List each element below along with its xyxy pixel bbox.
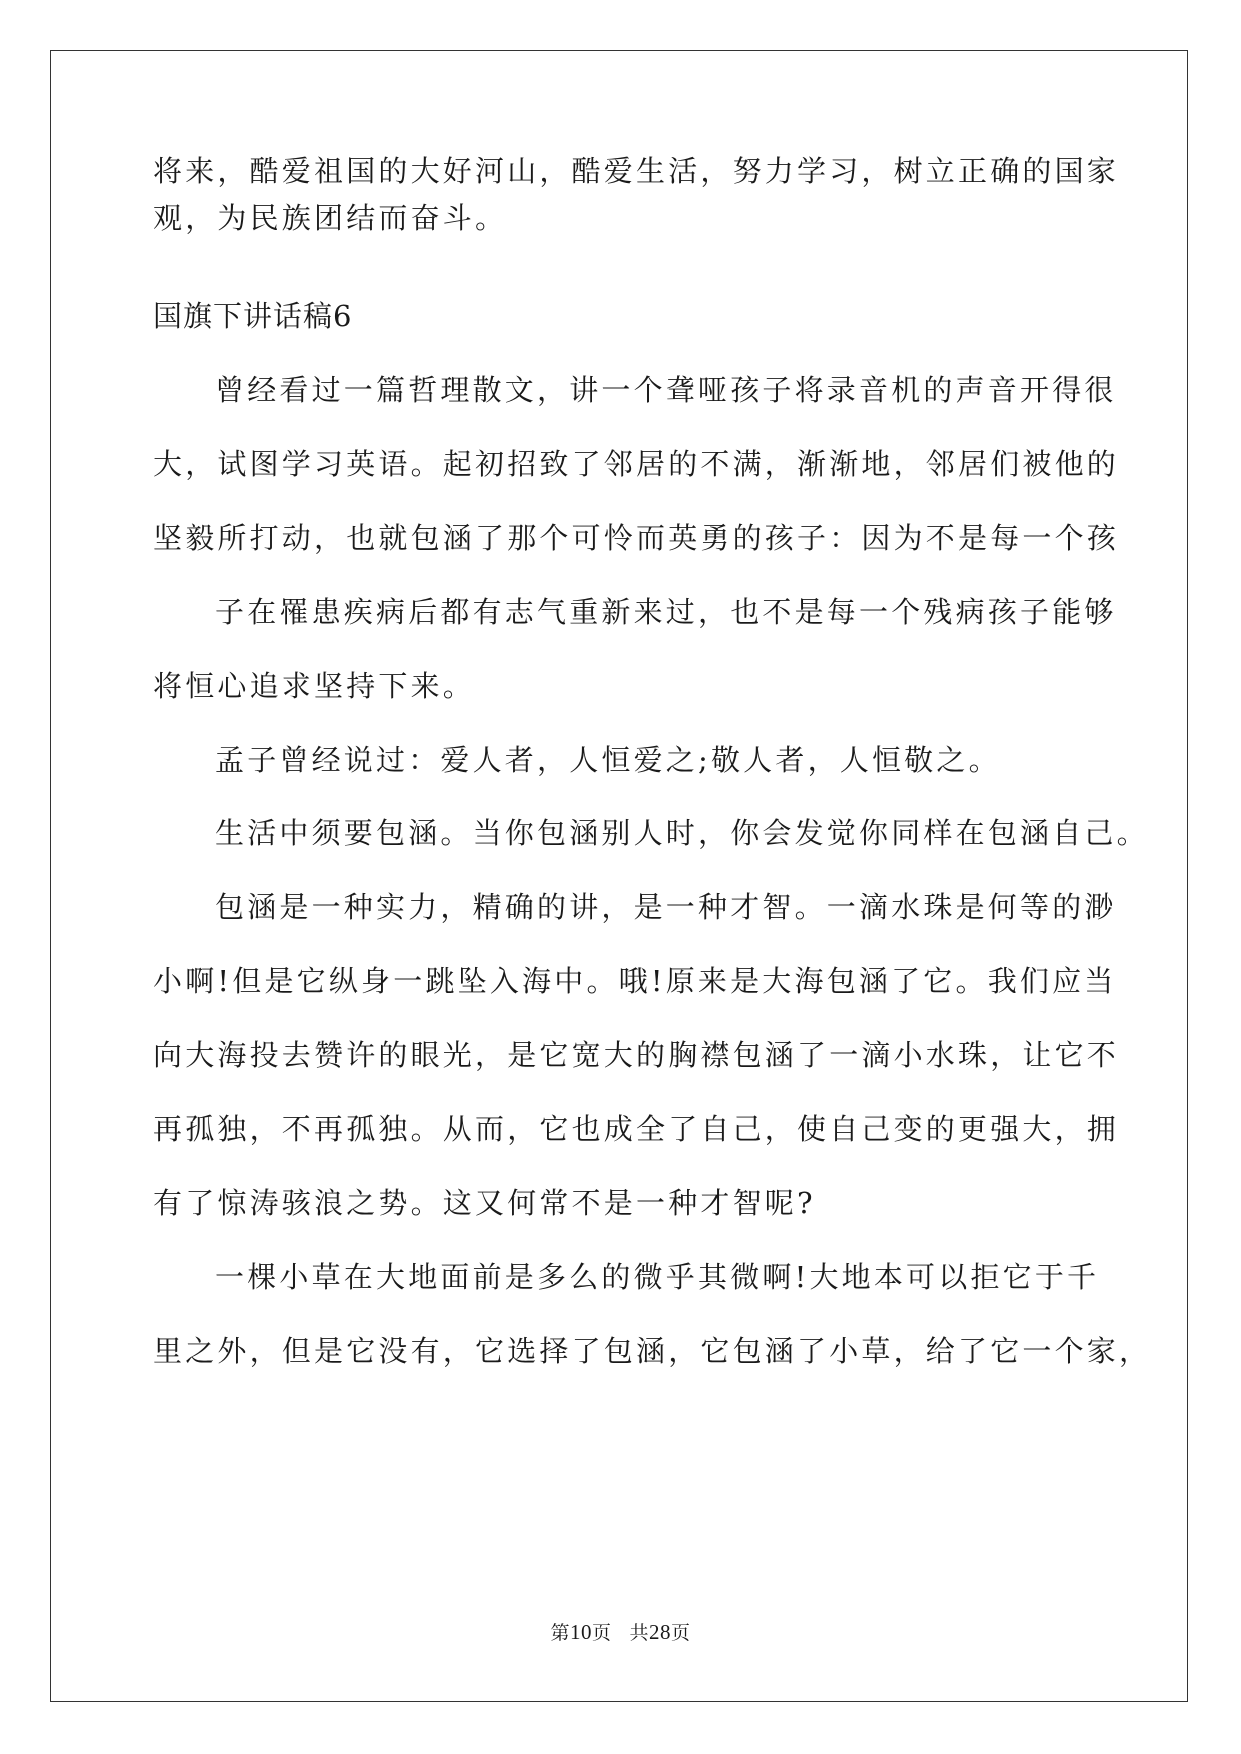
text-line-16: 一棵小草在大地面前是多么的微乎其微啊!大地本可以拒它于千	[215, 1260, 1100, 1294]
footer-total-prefix: 共	[629, 1622, 650, 1644]
text-line-6: 坚毅所打动，也就包涵了那个可怜而英勇的孩子：因为不是每一个孩	[153, 521, 1120, 555]
text-line-7: 子在罹患疾病后都有志气重新来过，也不是每一个残病孩子能够	[215, 595, 1117, 629]
text-line-4: 曾经看过一篇哲理散文，讲一个聋哑孩子将录音机的声音开得很	[215, 373, 1117, 407]
text-line-5: 大，试图学习英语。起初招致了邻居的不满，渐渐地，邻居们被他的	[153, 447, 1120, 481]
footer-total-suffix: 页	[671, 1622, 691, 1644]
text-line-1: 将来，酷爱祖国的大好河山，酷爱生活，努力学习，树立正确的国家	[153, 154, 1120, 188]
text-line-13: 向大海投去赞许的眼光，是它宽大的胸襟包涵了一滴小水珠，让它不	[153, 1038, 1120, 1072]
text-line-17: 里之外，但是它没有，它选择了包涵，它包涵了小草，给了它一个家，	[153, 1334, 1152, 1368]
text-line-10: 生活中须要包涵。当你包涵别人时，你会发觉你同样在包涵自己。	[215, 816, 1149, 850]
footer-total-pages: 28	[649, 1620, 672, 1644]
text-line-15: 有了惊涛骇浪之势。这又何常不是一种才智呢?	[153, 1186, 816, 1220]
section-heading: 国旗下讲话稿6	[153, 299, 353, 333]
text-line-12: 小啊!但是它纵身一跳坠入海中。哦!原来是大海包涵了它。我们应当	[153, 964, 1117, 998]
page-footer	[0, 1618, 1241, 1645]
text-line-9: 孟子曾经说过：爱人者，人恒爱之;敬人者，人恒敬之。	[215, 743, 1001, 777]
text-line-14: 再孤独，不再孤独。从而，它也成全了自己，使自己变的更强大，拥	[153, 1112, 1120, 1146]
text-line-11: 包涵是一种实力，精确的讲，是一种才智。一滴水珠是何等的渺	[215, 890, 1117, 924]
text-line-2: 观，为民族团结而奋斗。	[153, 201, 508, 235]
text-line-8: 将恒心追求坚持下来。	[153, 669, 476, 703]
footer-prefix: 第	[550, 1622, 570, 1644]
footer-page-suffix: 页	[591, 1622, 612, 1644]
footer-page-number: 10	[569, 1620, 592, 1644]
